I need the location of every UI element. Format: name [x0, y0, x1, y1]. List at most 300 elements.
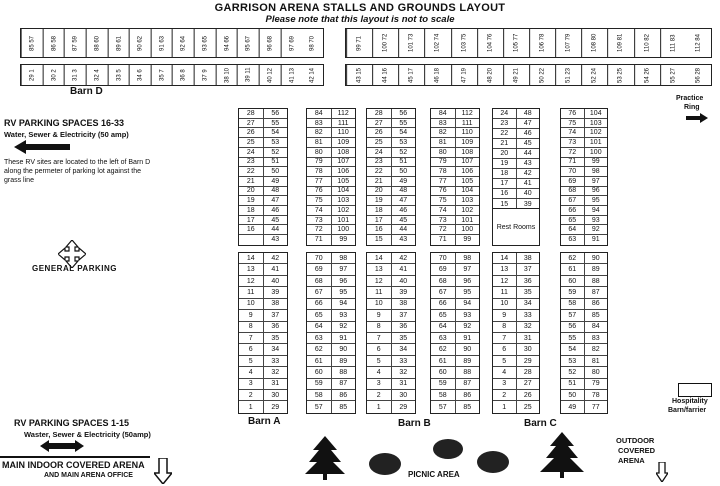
stall-row — [307, 390, 355, 401]
stall-number: 39 — [399, 288, 408, 296]
stall-number: 72 — [307, 225, 332, 234]
stall-number: 82 — [431, 128, 456, 137]
stall-number: 8 — [239, 322, 264, 332]
stall-number: 99 — [339, 236, 348, 244]
stall-number: 22 — [493, 129, 517, 138]
stall-row — [307, 216, 355, 226]
stall-number: 90 — [339, 346, 348, 354]
stall-row — [307, 367, 355, 378]
stall-number: 3 — [367, 379, 392, 389]
stall-row — [561, 367, 607, 378]
stall-row — [367, 177, 415, 187]
rock-icon — [432, 438, 464, 460]
stall-number: 43 — [523, 160, 532, 167]
stall-number: 12 — [493, 276, 517, 286]
stall-number: 83 — [307, 119, 332, 128]
stall-row — [431, 367, 479, 378]
stall-row — [561, 401, 607, 412]
stall-number: 73 — [561, 138, 585, 147]
stall-number: 54 — [271, 129, 280, 137]
stall-row — [307, 276, 355, 287]
stall-number: 95 — [339, 288, 348, 296]
barn-d-stall: 43 15 — [346, 65, 372, 85]
stall-number: 71 — [307, 235, 332, 245]
stall-number: 56 — [399, 109, 408, 117]
barn-b-label: Barn B — [398, 418, 431, 429]
stall-number: 34 — [399, 346, 408, 354]
stall-number: 42 — [399, 254, 408, 262]
stall-row — [561, 109, 607, 119]
stall-number: 82 — [307, 128, 332, 137]
stall-number: 96 — [463, 277, 472, 285]
barn-d-stall: 35 7 — [151, 65, 173, 85]
stall-row — [367, 299, 415, 310]
barn-d-stall: 34 6 — [129, 65, 151, 85]
stall-row — [239, 379, 287, 390]
stall-number: 107 — [461, 158, 474, 166]
stall-row — [561, 119, 607, 129]
stall-row — [307, 119, 355, 129]
stall-row — [431, 109, 479, 119]
barn-d-stall: 44 16 — [372, 65, 398, 85]
stall-row — [367, 148, 415, 158]
stall-number: 100 — [337, 226, 350, 234]
stall-number: 101 — [461, 216, 474, 224]
stall-number: 11 — [367, 287, 392, 297]
barn-d-stall: 53 25 — [607, 65, 633, 85]
stall-number: 14 — [239, 253, 264, 263]
stall-row — [431, 196, 479, 206]
stall-number: 1 — [367, 401, 392, 412]
stall-number: 14 — [493, 253, 517, 263]
hospitality-barn-icon — [678, 383, 712, 397]
stall-number: 21 — [493, 139, 517, 148]
stall-number: 37 — [399, 311, 408, 319]
stall-row — [239, 177, 287, 187]
stall-number: 109 — [337, 138, 350, 146]
barn-d-stall: 91 63 — [151, 29, 173, 57]
stall-row — [239, 187, 287, 197]
stall-number: 101 — [337, 216, 350, 224]
stall-number: 52 — [399, 148, 408, 156]
stall-number: 23 — [367, 158, 392, 167]
stall-number: 71 — [561, 158, 585, 167]
stall-row — [493, 109, 539, 119]
stall-row — [239, 367, 287, 378]
stall-number: 74 — [561, 128, 585, 137]
stall-row — [239, 119, 287, 129]
stall-row — [561, 138, 607, 148]
stall-number: 69 — [431, 264, 456, 274]
stall-number: 55 — [399, 119, 408, 127]
stall-number: 55 — [561, 333, 585, 343]
stall-number: 104 — [461, 187, 474, 195]
barn-b-left-bottom-block — [366, 252, 416, 414]
stall-row — [239, 138, 287, 148]
stall-row — [239, 333, 287, 344]
stall-number: 35 — [523, 288, 532, 296]
stall-number: 59 — [431, 379, 456, 389]
stall-number: 33 — [399, 357, 408, 365]
stall-number: 80 — [591, 368, 600, 376]
stall-number: 91 — [339, 334, 348, 342]
stall-row — [367, 310, 415, 321]
stall-number: 7 — [239, 333, 264, 343]
stall-number: 97 — [463, 266, 472, 274]
stall-number: 6 — [493, 344, 517, 354]
stall-number: 45 — [399, 216, 408, 224]
stall-number: 105 — [337, 177, 350, 185]
stall-row — [307, 310, 355, 321]
stall-number: 67 — [431, 287, 456, 297]
stall-row — [431, 287, 479, 298]
stall-number: 8 — [367, 322, 392, 332]
stall-number: 12 — [367, 276, 392, 286]
stall-number: 112 — [461, 109, 473, 117]
stall-row — [367, 379, 415, 390]
stall-row — [367, 119, 415, 129]
stall-number: 38 — [271, 300, 280, 308]
stall-number: 73 — [307, 216, 332, 225]
stall-number: 29 — [523, 357, 532, 365]
stall-number: 55 — [271, 119, 280, 127]
stall-row — [493, 253, 539, 264]
stall-row — [431, 206, 479, 216]
stall-row — [431, 128, 479, 138]
stall-number: 42 — [523, 170, 532, 177]
stall-number: 78 — [431, 167, 456, 176]
stall-number: 57 — [561, 310, 585, 320]
stall-number: 86 — [339, 391, 348, 399]
stall-row — [431, 276, 479, 287]
barn-c-left-bottom-block — [492, 252, 540, 414]
stall-row — [239, 167, 287, 177]
stall-row — [307, 128, 355, 138]
stall-number: 70 — [307, 253, 332, 263]
stall-number: 56 — [561, 322, 585, 332]
stall-row — [493, 169, 539, 179]
barn-d-stall: 45 17 — [398, 65, 424, 85]
stall-row — [493, 189, 539, 199]
stall-number: 102 — [337, 206, 350, 214]
barn-d-stall: 106 78 — [529, 29, 555, 57]
stall-number: 41 — [399, 266, 408, 274]
stall-row — [367, 264, 415, 275]
stall-row — [239, 287, 287, 298]
rock-icon — [476, 450, 510, 474]
stall-number: 85 — [591, 311, 600, 319]
stall-row — [307, 344, 355, 355]
stall-number: 3 — [239, 379, 264, 389]
stall-number: 64 — [307, 322, 332, 332]
stall-number: 38 — [399, 300, 408, 308]
rv-16-33-title: RV PARKING SPACES 16-33 — [4, 118, 125, 128]
barn-d-stall: 85 57 — [21, 29, 43, 57]
stall-row — [239, 148, 287, 158]
stall-number: 69 — [561, 177, 585, 186]
stall-number: 56 — [271, 109, 280, 117]
barn-d-stall: 100 72 — [372, 29, 398, 57]
stall-row — [307, 322, 355, 333]
stall-number: 32 — [271, 368, 280, 376]
stall-number: 101 — [589, 138, 602, 146]
stall-number: 87 — [591, 288, 600, 296]
down-arrow-icon — [656, 462, 668, 482]
stall-number: 51 — [399, 158, 408, 166]
stall-number: 18 — [367, 206, 392, 215]
stall-number: 87 — [339, 380, 348, 388]
stall-row — [367, 109, 415, 119]
stall-number: 98 — [463, 254, 472, 262]
stall-number: 49 — [271, 177, 280, 185]
stall-number: 60 — [561, 276, 585, 286]
stall-number: 52 — [271, 148, 280, 156]
stall-number: 10 — [493, 299, 517, 309]
restrooms: Rest Rooms — [492, 208, 540, 246]
stall-row — [431, 264, 479, 275]
stall-number: 20 — [493, 149, 517, 158]
stall-number: 27 — [367, 119, 392, 128]
stall-number: 80 — [431, 148, 456, 157]
stall-number: 63 — [431, 333, 456, 343]
stall-row — [367, 187, 415, 197]
stall-number: 31 — [271, 380, 280, 388]
stall-row — [367, 344, 415, 355]
stall-row — [493, 119, 539, 129]
stall-number: 58 — [561, 299, 585, 309]
picnic-area-label: PICNIC AREA — [408, 470, 460, 479]
stall-number: 94 — [339, 300, 348, 308]
barn-d-stall: 49 21 — [503, 65, 529, 85]
stall-number: 92 — [463, 323, 472, 331]
stall-number: 44 — [523, 150, 532, 157]
stall-number: 44 — [271, 226, 280, 234]
stall-number: 60 — [431, 367, 456, 377]
stall-row — [493, 367, 539, 378]
stall-number: 75 — [561, 119, 585, 128]
stall-row — [307, 148, 355, 158]
stall-number: 9 — [367, 310, 392, 320]
barn-d-stall: 42 14 — [309, 67, 316, 83]
stall-row — [367, 367, 415, 378]
rv-note: These RV sites are located to the left of Barn D along the permeter of parking lot against the grass line — [4, 159, 151, 184]
stall-row — [367, 322, 415, 333]
stall-number: 24 — [493, 109, 517, 118]
barn-d-stall: 55 27 — [660, 65, 686, 85]
barn-d-stall: 37 9 — [194, 65, 216, 85]
barn-d-stall: 103 75 — [451, 29, 477, 57]
stall-number: 58 — [307, 390, 332, 400]
double-arrow-icon — [40, 440, 84, 452]
stall-number: 84 — [307, 109, 332, 118]
stall-number: 103 — [589, 119, 602, 127]
stall-row — [561, 310, 607, 321]
stall-number: 40 — [523, 190, 532, 197]
barn-d-stall: 29 1 — [21, 65, 43, 85]
stall-number: 61 — [561, 264, 585, 274]
stall-number: 72 — [561, 148, 585, 157]
stall-number: 83 — [591, 334, 600, 342]
stall-number: 30 — [271, 391, 280, 399]
stall-row — [239, 344, 287, 355]
stall-row — [493, 276, 539, 287]
stall-number: 30 — [399, 391, 408, 399]
stall-number: 82 — [591, 346, 600, 354]
stall-number: 66 — [431, 299, 456, 309]
stall-number: 78 — [307, 167, 332, 176]
stall-number: 105 — [461, 177, 474, 185]
stall-number: 90 — [591, 254, 600, 262]
barn-d-stall: 86 58 — [43, 29, 65, 57]
stall-number: 94 — [463, 300, 472, 308]
stall-row — [307, 225, 355, 235]
stall-row — [239, 276, 287, 287]
stall-number: 37 — [523, 266, 532, 274]
stall-row — [561, 344, 607, 355]
stall-number: 22 — [239, 167, 264, 176]
barn-d-stall: 102 74 — [424, 29, 450, 57]
stall-number — [239, 235, 264, 245]
ring-label: Ring — [684, 104, 700, 111]
stall-row — [239, 235, 287, 245]
barn-d-stall: 88 60 — [86, 29, 108, 57]
stall-number: 1 — [493, 401, 517, 412]
barn-d-stall: 54 26 — [634, 65, 660, 85]
stall-number: 76 — [307, 187, 332, 196]
barn-d-stall: 38 10 — [216, 65, 238, 85]
stall-number: 43 — [399, 236, 408, 244]
stall-number: 106 — [461, 168, 474, 176]
stall-number: 32 — [523, 323, 532, 331]
stall-number: 65 — [561, 216, 585, 225]
stall-number: 67 — [561, 196, 585, 205]
barn-b-right-bottom-block — [430, 252, 480, 414]
stall-row — [367, 225, 415, 235]
stall-row — [239, 158, 287, 168]
stall-number: 110 — [461, 129, 473, 137]
stall-number: 45 — [271, 216, 280, 224]
stall-number: 22 — [367, 167, 392, 176]
stall-row — [307, 235, 355, 245]
stall-row — [431, 225, 479, 235]
stall-number: 77 — [307, 177, 332, 186]
general-parking-label: GENERAL PARKING — [32, 264, 117, 273]
stall-number: 21 — [239, 177, 264, 186]
stall-row — [307, 109, 355, 119]
stall-number: 27 — [523, 380, 532, 388]
stall-number: 108 — [461, 148, 474, 156]
stall-row — [561, 333, 607, 344]
stall-number: 110 — [337, 129, 349, 137]
stall-row — [367, 401, 415, 412]
stall-number: 42 — [271, 254, 280, 262]
barn-d-stall: 39 11 — [237, 65, 259, 85]
right-arrow-icon — [686, 113, 708, 123]
stall-row — [431, 253, 479, 264]
stall-number: 107 — [337, 158, 350, 166]
stall-number: 15 — [493, 199, 517, 209]
stall-row — [561, 216, 607, 226]
stall-row — [307, 187, 355, 197]
stall-number: 64 — [561, 225, 585, 234]
arena-divider — [0, 456, 150, 458]
stall-number: 48 — [399, 187, 408, 195]
barn-d-stall: 30 2 — [43, 65, 65, 85]
stall-number: 95 — [591, 197, 600, 205]
stall-number: 28 — [523, 368, 532, 376]
stall-number: 13 — [367, 264, 392, 274]
stall-row — [307, 287, 355, 298]
stall-number: 89 — [591, 266, 600, 274]
stall-number: 74 — [431, 206, 456, 215]
stall-number: 20 — [367, 187, 392, 196]
stall-row — [367, 138, 415, 148]
stall-number: 81 — [431, 138, 456, 147]
stall-number: 97 — [591, 177, 600, 185]
barn-d-stall: 94 66 — [216, 29, 238, 57]
stall-number: 16 — [367, 225, 392, 234]
stall-number: 15 — [367, 235, 392, 245]
stall-row — [307, 299, 355, 310]
stall-number: 77 — [591, 403, 600, 411]
stall-row — [239, 356, 287, 367]
barn-a-left-top-block — [238, 108, 288, 246]
barn-farrier-label: Barn/farrier — [668, 407, 707, 414]
stall-number: 108 — [337, 148, 350, 156]
stall-row — [307, 401, 355, 412]
stall-number: 60 — [307, 367, 332, 377]
stall-number: 34 — [271, 346, 280, 354]
stall-number: 33 — [271, 357, 280, 365]
stall-row — [431, 177, 479, 187]
barn-d-stall: 92 64 — [172, 29, 194, 57]
stall-number: 47 — [523, 120, 532, 127]
stall-row — [431, 158, 479, 168]
stall-number: 21 — [367, 177, 392, 186]
stall-number: 89 — [463, 357, 472, 365]
rv-16-33-subtitle: Water, Sewer & Electricity (50 amp) — [4, 130, 129, 139]
stall-row — [367, 235, 415, 245]
stall-number: 68 — [307, 276, 332, 286]
barn-d-stall: 31 3 — [64, 65, 86, 85]
stall-row — [561, 196, 607, 206]
barn-d-stall: 41 13 — [281, 65, 303, 85]
stall-number: 47 — [399, 197, 408, 205]
stall-number: 23 — [493, 119, 517, 128]
stall-number: 76 — [561, 109, 585, 118]
barn-d-stall: 104 76 — [477, 29, 503, 57]
stall-row — [561, 322, 607, 333]
stall-row — [561, 128, 607, 138]
barn-d-top-row-right — [345, 28, 712, 58]
barn-d-bottom-row-left — [20, 64, 324, 86]
barn-d-stall: 56 28 — [695, 67, 702, 83]
stall-number: 66 — [307, 299, 332, 309]
arena-label: ARENA — [618, 456, 645, 465]
stall-row — [239, 253, 287, 264]
barn-c-right-top-block — [560, 108, 608, 246]
barn-d-stall: 87 59 — [64, 29, 86, 57]
stall-row — [307, 167, 355, 177]
stall-number: 41 — [523, 180, 532, 187]
stall-number: 77 — [431, 177, 456, 186]
barn-d-stall: 111 83 — [660, 29, 686, 57]
stall-row — [431, 167, 479, 177]
down-arrow-icon — [154, 458, 172, 484]
stall-number: 39 — [271, 288, 280, 296]
stall-number: 61 — [307, 356, 332, 366]
stall-number: 36 — [271, 323, 280, 331]
